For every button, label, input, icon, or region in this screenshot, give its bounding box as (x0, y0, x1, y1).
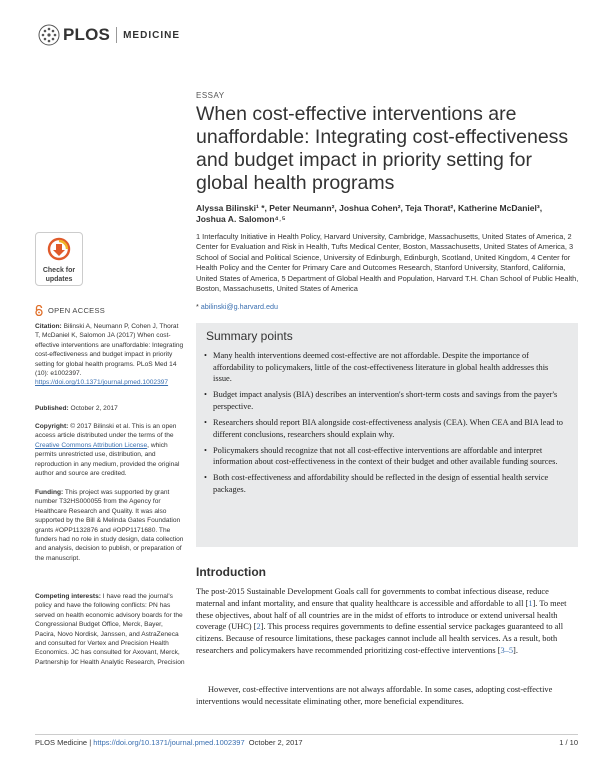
summary-points-box (196, 323, 578, 547)
page-number: 1 / 10 (559, 738, 578, 747)
article-type: ESSAY (196, 91, 225, 100)
intro-text: ]. (513, 645, 518, 655)
reference-link[interactable]: 1 (528, 598, 533, 608)
corresponding-email[interactable] (196, 302, 278, 311)
journal-logo (38, 24, 180, 46)
copyright-block (35, 422, 185, 478)
reference-link[interactable]: 2 (256, 622, 261, 632)
brand-name: PLOS (63, 25, 111, 44)
copyright-label: Copyright: (35, 423, 69, 430)
published-date: October 2, 2017 (70, 405, 118, 412)
intro-paragraph-2: However, cost-effective interventions are not always affordable. In some cases, adopting cost-effective interventions would necessitate eliminating other, more beneficial expenditures. (196, 685, 553, 706)
logo-divider (116, 27, 117, 43)
email-link[interactable]: abilinski@g.harvard.edu (200, 302, 279, 311)
summary-list (204, 350, 564, 500)
reference-link[interactable]: 3–5 (500, 645, 514, 655)
asterisk: * (196, 302, 201, 311)
section-heading-introduction: Introduction (196, 565, 266, 579)
article-title: When cost-effective interventions are unaffordable: Integrating cost-effectiveness and budget impact in priority setting for global health programs (196, 103, 569, 194)
plos-logo-icon (38, 24, 60, 46)
summary-point: • Budget impact analysis (BIA) describes an intervention's short-term costs and savings from the payer's perspective. (204, 389, 564, 412)
published-label: Published: (35, 405, 69, 412)
footer-sep: | (89, 738, 92, 747)
intro-text: ]. To meet these objectives, about half of all countries are in the midst of efforts to introduce or extend universal health coverage (UHC) [ (196, 598, 567, 632)
summary-point: • Both cost-effectiveness and affordability should be reflected in the design of essential health service packages. (204, 472, 564, 495)
summary-point: • Many health interventions deemed cost-effective are not affordable. Despite the importance of affordability to policymakers, little of the cost-effectiveness literature in global health addresses this issue. (204, 350, 564, 385)
competing-interests-block (35, 592, 185, 667)
journal-name: MEDICINE (123, 29, 180, 41)
author-line-1: Alyssa Bilinski¹ *, Peter Neumann², Joshua Cohen², Teja Thorat², Katherine McDaniel³, (196, 203, 543, 213)
license-link[interactable]: Creative Commons Attribution License (35, 441, 148, 449)
badge-label-1: Check for (42, 267, 76, 274)
funding-label: Funding: (35, 489, 64, 496)
badge-label-2: updates (45, 276, 73, 283)
intro-text: ]. This process requires governments to define essential service packages guaranteed to all citizens. Because of resource limitations, these packages cannot include all health services. As a result, both researchers and policymakers have recommended prioritizing cost-effective interventions [ (196, 622, 564, 655)
citation-block (35, 322, 185, 388)
intro-paragraph-1 (196, 586, 578, 657)
copyright-text-2: , which permits unrestricted use, distribution, and reproduction in any medium, provided the original author and source are credited. (35, 441, 180, 478)
citation-text: Bilinski A, Neumann P, Cohen J, Thorat T, McDaniel K, Salomon JA (2017) When cost-effective interventions are unaffordable: Integrating cost-effectiveness and budget impact in priority setting for global health programs. PLoS Med 14 (10): e1002397. (35, 323, 184, 378)
footer-doi-link[interactable]: https://doi.org/10.1371/journal.pmed.1002397 (93, 738, 245, 747)
citation-doi-link[interactable]: https://doi.org/10.1371/journal.pmed.1002397 (35, 379, 169, 387)
open-lock-icon (35, 305, 43, 316)
footer-divider (35, 734, 578, 735)
author-list (196, 203, 576, 225)
check-updates-icon (47, 237, 71, 261)
footer-journal: PLOS Medicine (35, 738, 88, 747)
copyright-text-1: © 2017 Bilinski et al. This is an open access article distributed under the terms of the (35, 423, 177, 440)
summary-point: • Policymakers should recognize that not all cost-effective interventions are affordable and interpret information about cost-effectiveness in the context of their budget and other available funding sources. (204, 445, 564, 468)
page-footer (35, 738, 303, 747)
published-block (35, 404, 185, 413)
open-access-text: OPEN ACCESS (48, 306, 106, 315)
open-access-label (35, 305, 105, 316)
check-for-updates-badge[interactable] (35, 232, 83, 286)
funding-block (35, 488, 185, 563)
funding-text: This project was supported by grant number T32HS000055 from the Agency for Healthcare Research and Quality. It was also supported by the Bill & Melinda Gates Foundation grants #OPP1132876 and #OPP1171680. The funders had no role in study design, data collection and analysis, decision to publish, or preparation of the manuscript. (35, 489, 184, 562)
footer-date: October 2, 2017 (248, 738, 303, 747)
citation-label: Citation: (35, 323, 62, 330)
affiliations: 1 Interfaculty Initiative in Health Policy, Harvard University, Cambridge, Massachusetts, United States of America, 2 Center for Evaluation and Risk in Health, Tufts Medical Center, Boston, Massachusetts, United States of America, 3 School of Social and Political Science, University of Edinburgh, Edinburgh, Scotland, United Kingdom, 4 Center for Health Policy and the Center for Primary Care and Outcomes Research, Stanford University, Stanford, California, United States of America, 5 Department of Global Health and Population, Harvard T.H. Chan School of Public Health, Boston, Massachusetts, United States of America (196, 232, 579, 294)
intro-text: The post-2015 Sustainable Development Goals call for governments to combat infectious disease, reduce maternal and infant mortality, and ensure that quality healthcare is accessible and affordable to all [ (196, 587, 549, 608)
author-line-2: Joshua A. Salomon⁴˒⁵ (196, 214, 286, 224)
summary-point: • Researchers should report BIA alongside cost-effectiveness analysis (CEA). When CEA and BIA lead to different conclusions, researchers should explain why. (204, 417, 564, 440)
summary-title: Summary points (206, 329, 293, 343)
competing-text: I have read the journal's policy and have the following conflicts: PN has served on health economic advisory boards for the Congressional Budget Office, Merck, Bayer, Pacira, Novo Nordisk, Janssen, and AstraZeneca and consulted for Vertex and Precision Health Economics. JC has consulted for Axovant, Merck, Partnership for Health Analytic Research, Precision (35, 593, 185, 666)
competing-label: Competing interests: (35, 593, 101, 600)
